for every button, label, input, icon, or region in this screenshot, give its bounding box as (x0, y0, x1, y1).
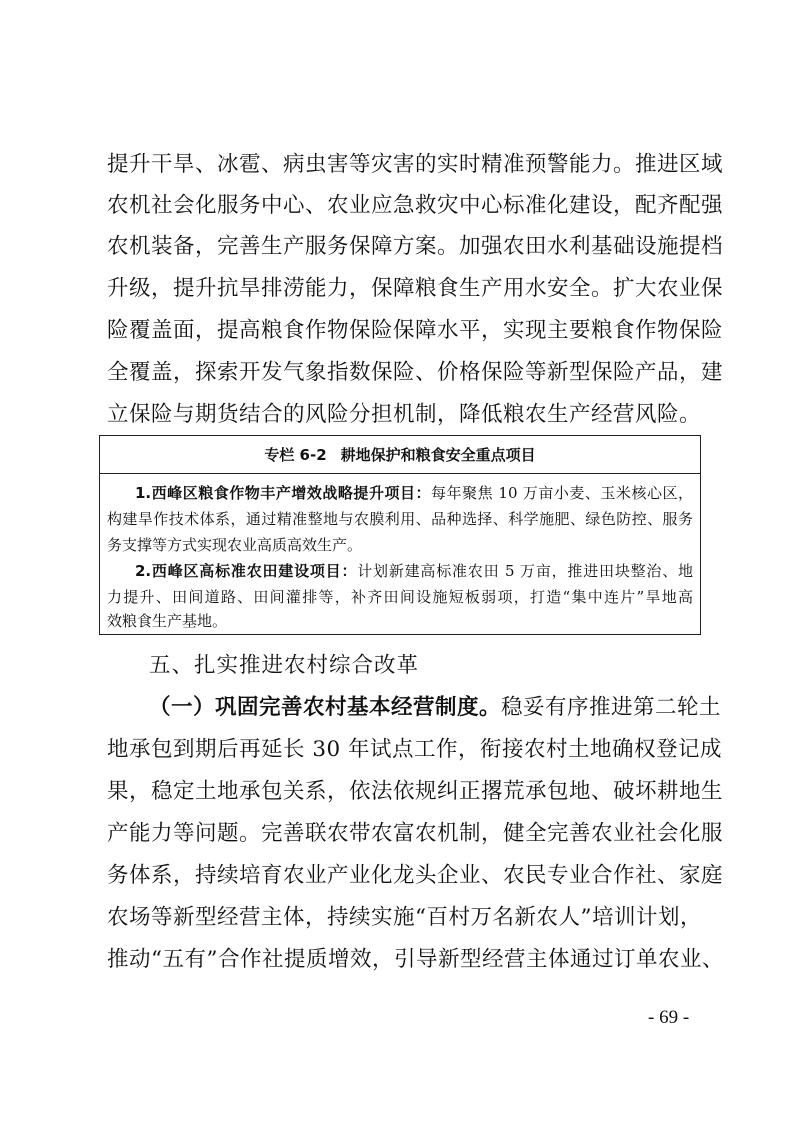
paragraph-first-line (149, 689, 722, 726)
paragraph-line: 险覆盖面，提高粮食作物保险保障水平，实现主要粮食作物保险 (107, 318, 724, 343)
box-item-text: 计划新建高标准农田 5 万亩，推进田块整治、地 (357, 562, 693, 580)
box-item-lead: 2.西峰区高标准农田建设项目： (135, 562, 358, 580)
box-item-line: 效粮食生产基地。 (107, 612, 228, 630)
box-item-first-line (135, 480, 693, 506)
subsection-heading: （一）巩固完善农村基本经营制度。 (149, 695, 502, 720)
box-item-lead: 1.西峰区粮食作物丰产增效战略提升项目： (135, 484, 432, 502)
paragraph-line: 农机社会化服务中心、农业应急救灾中心标准化建设，配齐配强 (107, 193, 724, 218)
box-title (100, 436, 700, 474)
box-title-text: 耕地保护和粮食安全重点项目 (340, 446, 536, 464)
paragraph-line: 务体系，持续培育农业产业化龙头企业、农民专业合作社、家庭 (107, 863, 724, 888)
feature-box (99, 435, 701, 635)
page-number: - 69 - (648, 1007, 690, 1028)
paragraph-line: 农场等新型经营主体，持续实施“百村万名新农人”培训计划， (107, 905, 702, 930)
box-item-line: 构建旱作技术体系，通过精准整地与农膜利用、品种选择、科学施肥、绿色防控、服务 (107, 510, 693, 528)
box-label: 专栏 6-2 (264, 446, 327, 464)
paragraph-line: 升级，提升抗旱排涝能力，保障粮食生产用水安全。扩大农业保 (107, 276, 724, 301)
box-item-line: 力提升、田间道路、田间灌排等，补齐田间设施短板弱项，打造“集中连片”旱地高 (107, 588, 693, 606)
paragraph-line: 提升干旱、冰雹、病虫害等灾害的实时精准预警能力。推进区域 (107, 152, 724, 177)
paragraph-line: 农机装备，完善生产服务保障方案。加强农田水利基础设施提档 (107, 234, 724, 259)
paragraph-line: 立保险与期货结合的风险分担机制，降低粮农生产经营风险。 (107, 402, 702, 427)
paragraph-line: 地承包到期后再延长 30 年试点工作，衔接农村土地确权登记成 (107, 737, 723, 762)
paragraph-line: 推动“五有”合作社提质增效，引导新型经营主体通过订单农业、 (107, 947, 724, 972)
section-heading: 五、扎实推进农村综合改革 (149, 653, 420, 678)
paragraph-line: 果，稳定土地承包关系，依法依规纠正撂荒承包地、破坏耕地生 (107, 779, 724, 804)
paragraph-line: 产能力等问题。完善联农带农富农机制，健全完善农业社会化服 (107, 821, 724, 846)
box-item-line: 务支撑等方式实现农业高质高效生产。 (107, 536, 363, 554)
box-item-text: 每年聚焦 10 万亩小麦、玉米核心区， (431, 484, 694, 502)
paragraph-text: 稳妥有序推进第二轮土 (501, 695, 722, 720)
paragraph-line: 全覆盖，探索开发气象指数保险、价格保险等新型保险产品，建 (107, 360, 724, 385)
box-item-first-line (135, 558, 693, 584)
